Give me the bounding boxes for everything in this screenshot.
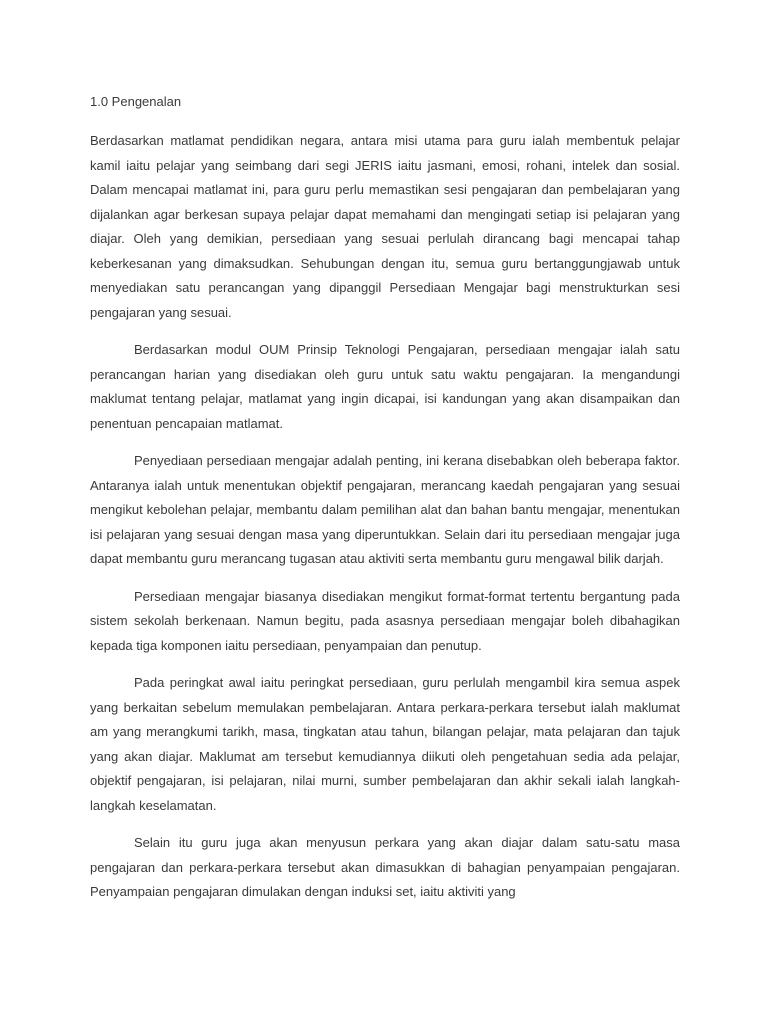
paragraph-6: Selain itu guru juga akan menyusun perkara yang akan diajar dalam satu-satu masa pengajaran dan perkara-perkara tersebut akan dimasukkan di bahagian penyampaian pengajaran. Penyampaian pengajaran dimulakan dengan induksi set, iaitu aktiviti yang (90, 835, 680, 899)
paragraph-4: Persediaan mengajar biasanya disediakan mengikut format-format tertentu bergantung pada sistem sekolah berkenaan. Namun begitu, pada asasnya persediaan mengajar boleh dibahagikan kepada tiga komponen iaitu persediaan, penyampaian dan penutup. (90, 588, 680, 653)
section-heading: 1.0 Pengenalan (90, 94, 182, 109)
paragraph-3: Penyediaan persediaan mengajar adalah penting, ini kerana disebabkan oleh beberapa faktor. Antaranya ialah untuk menentukan objektif pengajaran, merancang kaedah pengajaran yang sesuai mengikut kebolehan pelajar, membantu dalam pemilihan alat dan bahan bantu mengajar, menentukan isi pelajaran yang sesuai dengan masa yang diperuntukkan. Selain dari itu persediaan mengajar juga dapat membantu guru merancang tugasan atau aktiviti serta membantu guru mengawal bilik darjah. (90, 453, 680, 566)
paragraph-5: Pada peringkat awal iaitu peringkat persediaan, guru perlulah mengambil kira semua aspek yang berkaitan sebelum memulakan pembelajaran. Antara perkara-perkara tersebut ialah maklumat am yang merangkumi tarikh, masa, tingkatan atau tahun, bilangan pelajar, mata pelajaran dan tajuk yang akan diajar. Maklumat am tersebut kemudiannya diikuti oleh pengetahuan sedia ada pelajar, objektif pengajaran, isi pelajaran, nilai murni, sumber pembelajaran dan akhir sekali ialah langkah-langkah keselamatan. (90, 675, 680, 813)
paragraph-1: Berdasarkan matlamat pendidikan negara, antara misi utama para guru ialah membentuk pelajar kamil iaitu pelajar yang seimbang dari segi JERIS iaitu jasmani, emosi, rohani, intelek dan sosial. Dalam mencapai matlamat ini, para guru perlu memastikan sesi pengajaran dan pembelajaran yang dijalankan agar berkesan supaya pelajar dapat memahami dan mengingati setiap isi pelajaran yang diajar. Oleh yang demikian, persediaan yang sesuai perlulah dirancang bagi mencapai tahap keberkesanan yang dimaksudkan. Sehubungan dengan itu, semua guru bertanggungjawab untuk menyediakan satu perancangan yang dipanggil Persediaan Mengajar bagi menstrukturkan sesi pengajaran yang sesuai. (90, 133, 680, 320)
paragraph-2: Berdasarkan modul OUM Prinsip Teknologi Pengajaran, persediaan mengajar ialah satu perancangan harian yang disediakan oleh guru untuk satu waktu pengajaran. Ia mengandungi maklumat tentang pelajar, matlamat yang ingin dicapai, isi kandungan yang akan disampaikan dan penentuan pencapaian matlamat. (90, 342, 680, 431)
